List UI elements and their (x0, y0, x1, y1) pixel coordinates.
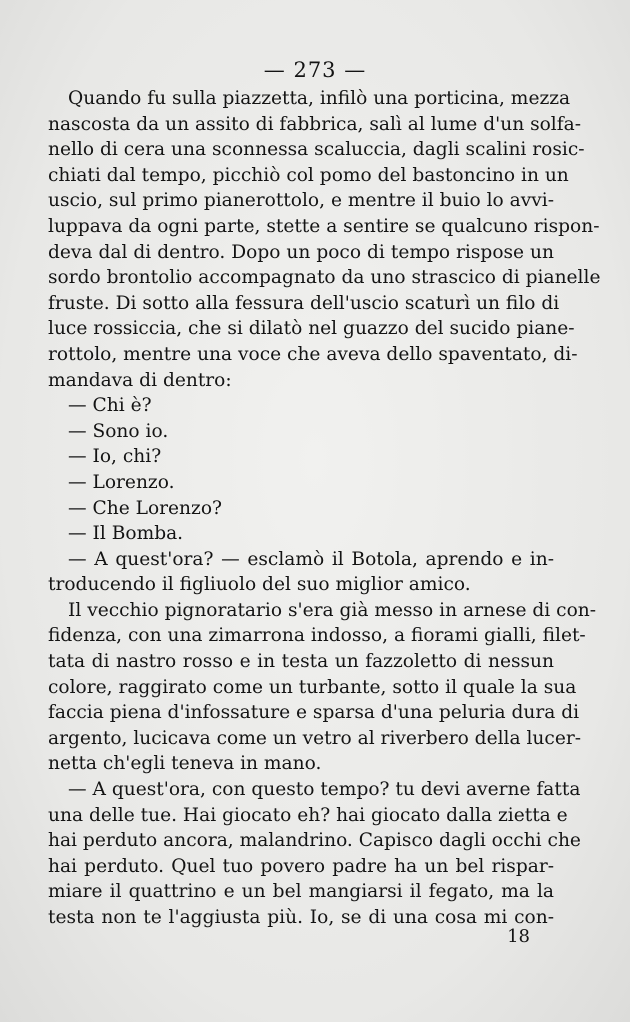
text-line: sordo brontolio accompagnato da uno strascico di pianelle (48, 267, 601, 289)
body-text (48, 86, 601, 931)
text-line: hai perduto. Quel tuo povero padre ha un bel rispar- (48, 855, 554, 877)
text-line: luppava da ogni parte, stette a sentire se qualcuno rispon- (48, 215, 600, 237)
text-line: argento, lucicava come un vetro al riverbero della lucer- (48, 727, 581, 749)
text-line: colore, raggirato come un turbante, sotto il quale la sua (48, 676, 577, 698)
signature-mark: 18 (507, 926, 530, 947)
text-line: miare il quattrino e un bel mangiarsi il fegato, ma la (48, 881, 554, 903)
text-line: nello di cera una sconnessa scaluccia, dagli scalini rosic- (48, 139, 585, 161)
text-line: netta ch'egli teneva in mano. (48, 753, 322, 775)
text-line: uscio, sul primo pianerottolo, e mentre il buio lo avvi- (48, 190, 554, 212)
text-line: — Io, chi? (68, 446, 162, 468)
text-line: — Lorenzo. (68, 471, 175, 493)
page-number: — 273 — (263, 58, 367, 82)
text-line: troducendo il figliuolo del suo miglior amico. (48, 574, 471, 596)
text-line: — A quest'ora? — esclamò il Botola, aprendo e in- (68, 548, 554, 570)
text-line: testa non te l'aggiusta più. Io, se di una cosa mi con- (48, 907, 554, 928)
text-line: rottolo, mentre una voce che aveva dello spaventato, di- (48, 343, 578, 365)
text-line: una delle tue. Hai giocato eh? hai giocato dalla zietta e (48, 804, 568, 826)
text-line: faccia piena d'infossature e sparsa d'una peluria dura di (48, 702, 580, 724)
text-line: — Che Lorenzo? (68, 497, 222, 519)
text-line: deva dal di dentro. Dopo un poco di tempo rispose un (48, 241, 554, 263)
text-line: fidenza, con una zimarrona indosso, a fiorami gialli, filet- (48, 625, 586, 647)
text-line: luce rossiccia, che si dilatò nel guazzo del sucido piane- (48, 318, 575, 340)
text-line: tata di nastro rosso e in testa un fazzoletto di nessun (48, 651, 554, 673)
text-line: hai perduto ancora, malandrino. Capisco dagli occhi che (48, 830, 581, 852)
text-line: fruste. Di sotto alla fessura dell'uscio scaturì un filo di (48, 292, 560, 314)
text-line: nascosta da un assito di fabbrica, salì al lume d'un solfa- (48, 113, 582, 135)
text-line: — Chi è? (68, 395, 152, 417)
text-line: — Il Bomba. (68, 523, 184, 545)
text-line: Il vecchio pignoratario s'era già messo in arnese di con- (68, 599, 597, 621)
text-line: — Sono io. (68, 420, 169, 442)
text-line: Quando fu sulla piazzetta, infilò una porticina, mezza (68, 88, 571, 109)
text-line: chiati dal tempo, picchiò col pomo del bastoncino in un (48, 164, 569, 186)
text-line: — A quest'ora, con questo tempo? tu devi averne fatta (68, 779, 581, 801)
text-line: mandava di dentro: (48, 369, 232, 391)
